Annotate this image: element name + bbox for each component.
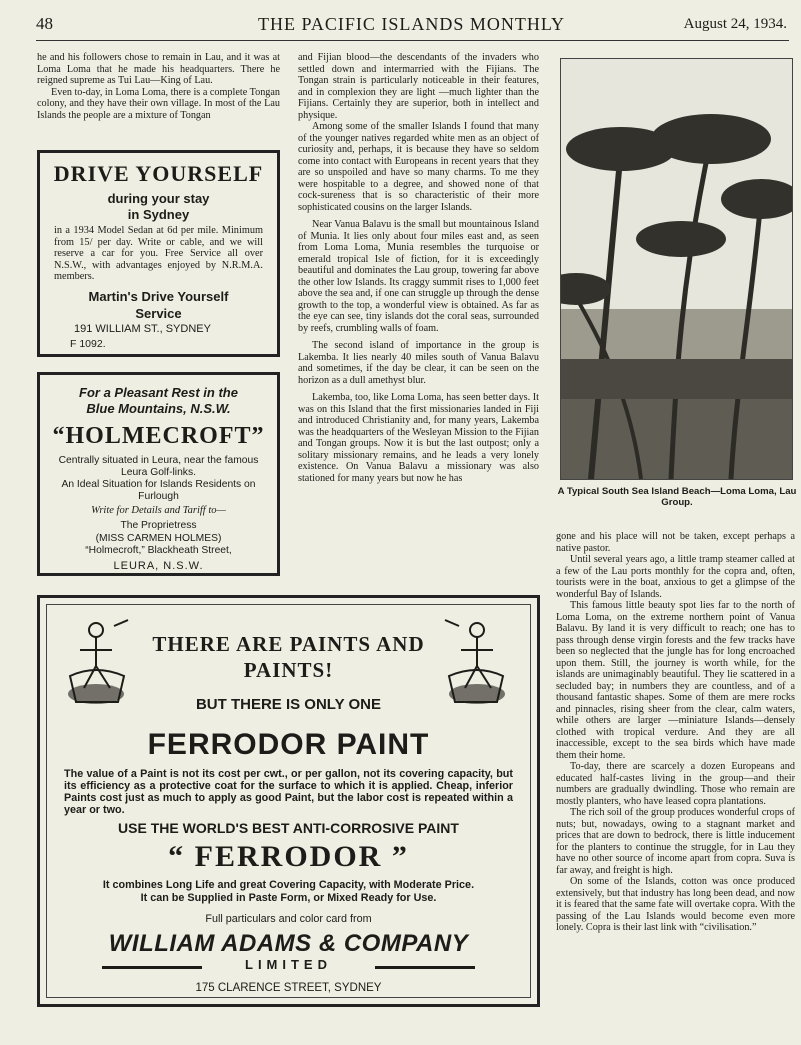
ad-brand: FERRODOR PAINT (147, 728, 430, 761)
paragraph: Until several years ago, a little tramp steamer called at a few of the Lau ports monthly for the copra and, often, tourists were in the boat, anxious to get a glimpse of the wonderful Bay of Islands. (556, 554, 795, 600)
ad-subhead: BUT THERE IS ONLY ONE (195, 696, 382, 713)
ad-description: Centrally situated in Leura, near the famous Leura Golf-links. (58, 455, 259, 478)
ad-company: WILLIAM ADAMS & COMPANY (108, 930, 469, 957)
ad-brand-quoted: “ FERRODOR ” (168, 840, 409, 873)
paragraph: On some of the Islands, cotton was once produced extensively, but that industry has long been dead, and now it is feared that the same fate will overtake copra. With the passing of the Lau Islands would become even more lonely. Copra is their last link with “civilisation.” (556, 876, 795, 933)
ad-name: “HOLMECROFT” (52, 423, 265, 449)
paragraph: Even to-day, in Loma Loma, there is a complete Tongan colony, and they have their own village. In most of the Lau Islands the people are a mixture of Tongan (37, 86, 280, 121)
ad-body: The value of a Paint is not its cost per cwt., or per gallon, not its covering capacity, but its efficiency as a protective coat for the surface to which it is applied. Cheap, inferior Paints cost just as much to apply as good Paint, but the labor cost is repeated within a year or two. (64, 768, 513, 816)
paragraph: This famous little beauty spot lies far to the north of Loma Loma, on the extreme northern point of Vanua Balavu. By land it is very difficult to reach; one has to pass through dense virgin forests and the few tracks have been so neglected that the jungle has for long encroached upon them. Still, the journey is worth while, for the islands are unimaginably beautiful. They lie scattered in a secluded bay; in numbers they are countless, and of a thousand fantastic shapes. Some of them are mere rocks and pinnacles, rising sheer from the clear, calm waters, while others are larger —miniature Islands—densely clothed with tropical verdure. And they are all inaccessible, except to the sea birds which have made them their home. (556, 600, 795, 761)
ferrodor-paint-ad (37, 595, 540, 1007)
ad-phone: F 1092. (70, 338, 106, 350)
ad-title: DRIVE YOURSELF (53, 161, 264, 186)
paragraph: gone and his place will not be taken, except perhaps a native pastor. (556, 531, 795, 554)
ad-subtitle: during your stay (107, 191, 210, 206)
column-3-text (556, 531, 795, 934)
paragraph: The second island of importance in the group is Lakemba. It lies nearly 40 miles south of Vanua Balavu and sometimes, if the day be clear, it can be seen on the horizon as a dull amethyst blur. (298, 340, 539, 386)
paragraph: To-day, there are scarcely a dozen Europeans and educated half-castes living in the group—and their numbers are gradually dwindling. Those who remain are mostly planters, who have leased copra plantations. (556, 761, 795, 807)
ad-feature: It can be Supplied in Paste Form, or Mixed Ready for Use. (140, 892, 437, 904)
ad-proprietress: The Proprietress (120, 520, 197, 531)
ad-subtitle: in Sydney (127, 207, 190, 222)
ad-body: in a 1934 Model Sedan at 6d per mile. Minimum from 15/ per day. Write or cable, and we will reserve a car for you. Free Service all over N.S.W., with advantages enjoyed by N.R.M.A. members. (54, 225, 263, 283)
ad-situation: An Ideal Situation for Islands Residents on Furlough (61, 479, 256, 502)
ad-address: 191 WILLIAM ST., SYDNEY (74, 323, 211, 335)
photo-caption: A Typical South Sea Island Beach—Loma Loma, Lau Group. (557, 486, 797, 508)
ad-owner: (MISS CARMEN HOLMES) (95, 533, 222, 544)
drive-yourself-ad (37, 150, 280, 357)
page-number: 48 (36, 14, 53, 33)
ad-town: LEURA, N.S.W. (113, 560, 204, 572)
holmecroft-ad (37, 372, 280, 576)
ad-write: Write for Details and Tariff to— (91, 505, 226, 516)
paragraph: Among some of the smaller Islands I found that many of the younger natives regarded white men as an object of curiosity and, perhaps, it is because they have so seldom come into contact with Europeans in recent years that they are so unspoiled and have so many charms. To me they were hospitable to a degree, and showed none of that cock-sureness that is so characteristic of their more sophisticated cousins on the larger Islands. (298, 121, 539, 213)
paragraph: he and his followers chose to remain in Lau, and it was at Loma Loma that he made his headquarters. There he reigned supreme as Tui Lau—King of Lau. (37, 52, 280, 86)
paragraph: Near Vanua Balavu is the small but mountainous Island of Munia. It lies only about four miles east and, as seen from Loma Loma, Munia resembles the turquoise or emerald tropical Isle of fiction, for it is exceedingly beautiful and dominates the Lau group, towering far above the other low Islands. Its craggy summit rises to 1,000 feet above the sea and, if one can struggle up through the dense growth to the top, a wonderful view is obtained. As far as the eye can see, tiny islands dot the coral seas, surrounded by reefs, crumbling walls of foam. (298, 219, 539, 334)
ad-heading: Blue Mountains, N.S.W. (86, 401, 231, 416)
page-header (36, 14, 787, 40)
ad-heading: For a Pleasant Rest in the (79, 385, 238, 400)
ad-company: Service (135, 306, 182, 321)
paragraph: and Fijian blood—the descendants of the invaders who settled down and intermarried with the Fijians. The Tongan strain is particularly noticeable in their features, and in complexion they are light —much lighter than the Fijians. Certainly they are superior, both in intellect and physique. (298, 52, 539, 121)
ad-particulars: Full particulars and color card from (205, 913, 372, 925)
column-1-text (37, 52, 280, 121)
ad-headline: PAINTS! (243, 658, 334, 682)
ad-headline: THERE ARE PAINTS AND (152, 632, 425, 656)
palm-beach-illustration (561, 59, 792, 479)
ad-company: Martin's Drive Yourself (88, 289, 229, 304)
masthead-title: THE PACIFIC ISLANDS MONTHLY (257, 14, 566, 34)
column-2-text (298, 52, 539, 484)
header-rule (36, 40, 789, 41)
beach-photo (560, 58, 793, 480)
ad-address: “Holmecroft,” Blackheath Street, (85, 545, 232, 556)
ad-limited: LIMITED (245, 957, 332, 972)
paragraph: Lakemba, too, like Loma Loma, has seen better days. It was on this Island that the first missionaries landed in Fiji and introduced Christianity and, for many years, Lakemba was the headquarters of the Wesleyan Mission to the Fijian and Tongan groups. Now it is but the last outpost; only a solitary missionary remains, and he leads a very lonely existence. On Vanua Balavu a missionary was also stationed for many years but now he has (298, 392, 539, 484)
divider (375, 966, 475, 969)
ad-slogan: USE THE WORLD'S BEST ANTI-CORROSIVE PAINT (118, 820, 459, 836)
ad-feature: It combines Long Life and great Covering Capacity, with Moderate Price. (102, 879, 475, 891)
issue-date: August 24, 1934. (683, 16, 787, 32)
paragraph: The rich soil of the group produces wonderful crops of nuts; but, nowadays, owing to a stagnant market and prices that are down to bedrock, there is little inducement for the planters to continue the struggle, for in Lau they have no other source of income apart from copra. Suva is far away, and freight is high. (556, 807, 795, 876)
ad-address: 175 CLARENCE STREET, SYDNEY (195, 982, 382, 994)
